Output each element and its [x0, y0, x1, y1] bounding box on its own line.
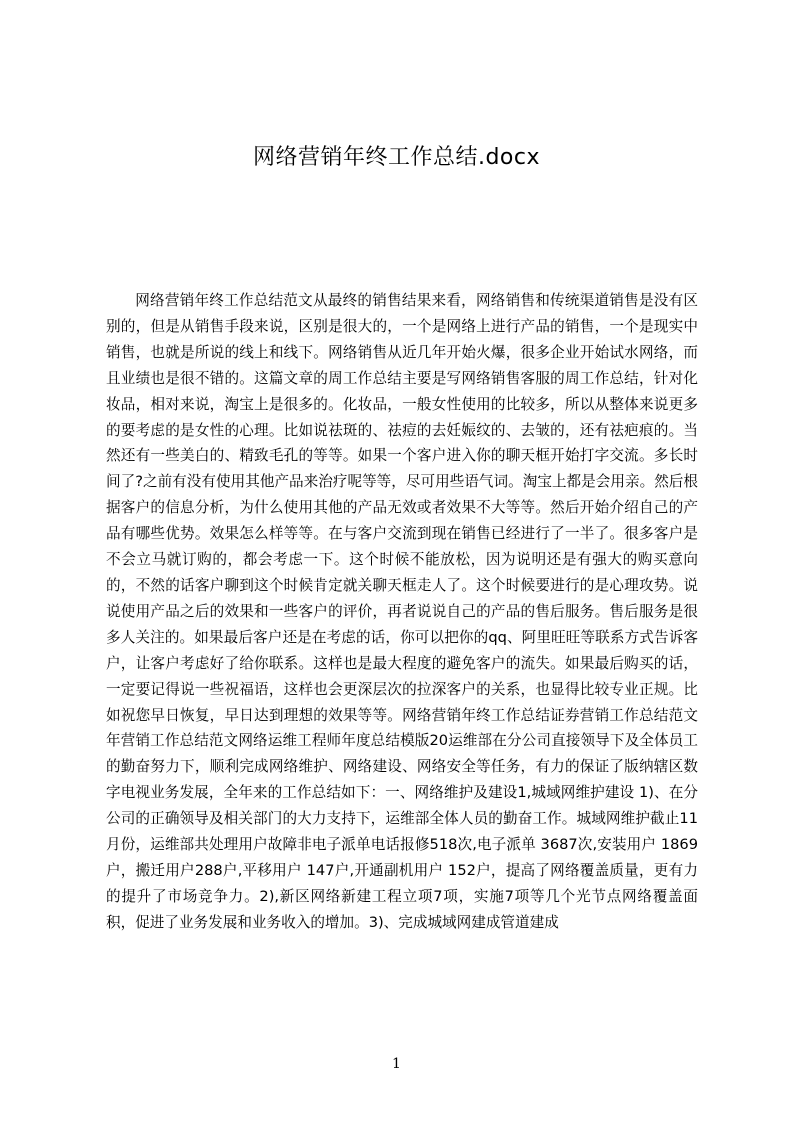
document-body-paragraph: 网络营销年终工作总结范文从最终的销售结果来看，网络销售和传统渠道销售是没有区别的，但是从销售手段来说，区别是很大的，一个是网络上进行产品的销售，一个是现实中销售，也就是所说的线上和线下。网络销售从近几年开始火爆，很多企业开始试水网络，而且业绩也是很不错的。这篇文章的周工作总结主要是写网络销售客服的周工作总结，针对化妆品，相对来说，淘宝上是很多的。化妆品，一般女性使用的比较多，所以从整体来说更多的要考虑的是女性的心理。比如说祛斑的、祛痘的去妊娠纹的、去皱的，还有祛疤痕的。当然还有一些美白的、精致毛孔的等等。如果一个客户进入你的聊天框开始打字交流。多长时间了?之前有没有使用其他产品来治疗呢等等，尽可用些语气词。淘宝上都是会用亲。然后根据客户的信息分析，为什么使用其他的产品无效或者效果不大等等。然后开始介绍自己的产品有哪些优势。效果怎么样等等。在与客户交流到现在销售已经进行了一半了。很多客户是不会立马就订购的，都会考虑一下。这个时候不能放松，因为说明还是有强大的购买意向的，不然的话客户聊到这个时候肯定就关聊天框走人了。这个时候要进行的是心理攻势。说说使用产品之后的效果和一些客户的评价，再者说说自己的产品的售后服务。售后服务是很多人关注的。如果最后客户还是在考虑的话，你可以把你的qq、阿里旺旺等联系方式告诉客户，让客户考虑好了给你联系。这样也是最大程度的避免客户的流失。如果最后购买的话，一定要记得说一些祝福语，这样也会更深层次的拉深客户的关系，也显得比较专业正规。比如祝您早日恢复，早日达到理想的效果等等。网络营销年终工作总结证券营销工作总结范文年营销工作总结范文网络运维工程师年度总结模版20运维部在分公司直接领导下及全体员工的勤奋努力下，顺利完成网络维护、网络建设、网络安全等任务，有力的保证了版纳辖区数字电视业务发展，全年来的工作总结如下：一、网络维护及建设1,城域网维护建设 1)、在分公司的正确领导及相关部门的大力支持下，运维部全体人员的勤奋工作。城域网维护截止11月份，运维部共处理用户故障非电子派单电话报修518次,电子派单 3687次,安装用户 1869户，搬迁用户288户,平移用户 147户,开通副机用户 152户，提高了网络覆盖质量，更有力的提升了市场竞争力。2),新区网络新建工程立项7项，实施7项等几个光节点网络覆盖面积，促进了业务发展和业务收入的增加。3)、完成城域网建成管道建成 [106, 292, 698, 931]
document-title: 网络营销年终工作总结.docx [252, 145, 541, 170]
page-number: 1 [392, 1056, 401, 1072]
